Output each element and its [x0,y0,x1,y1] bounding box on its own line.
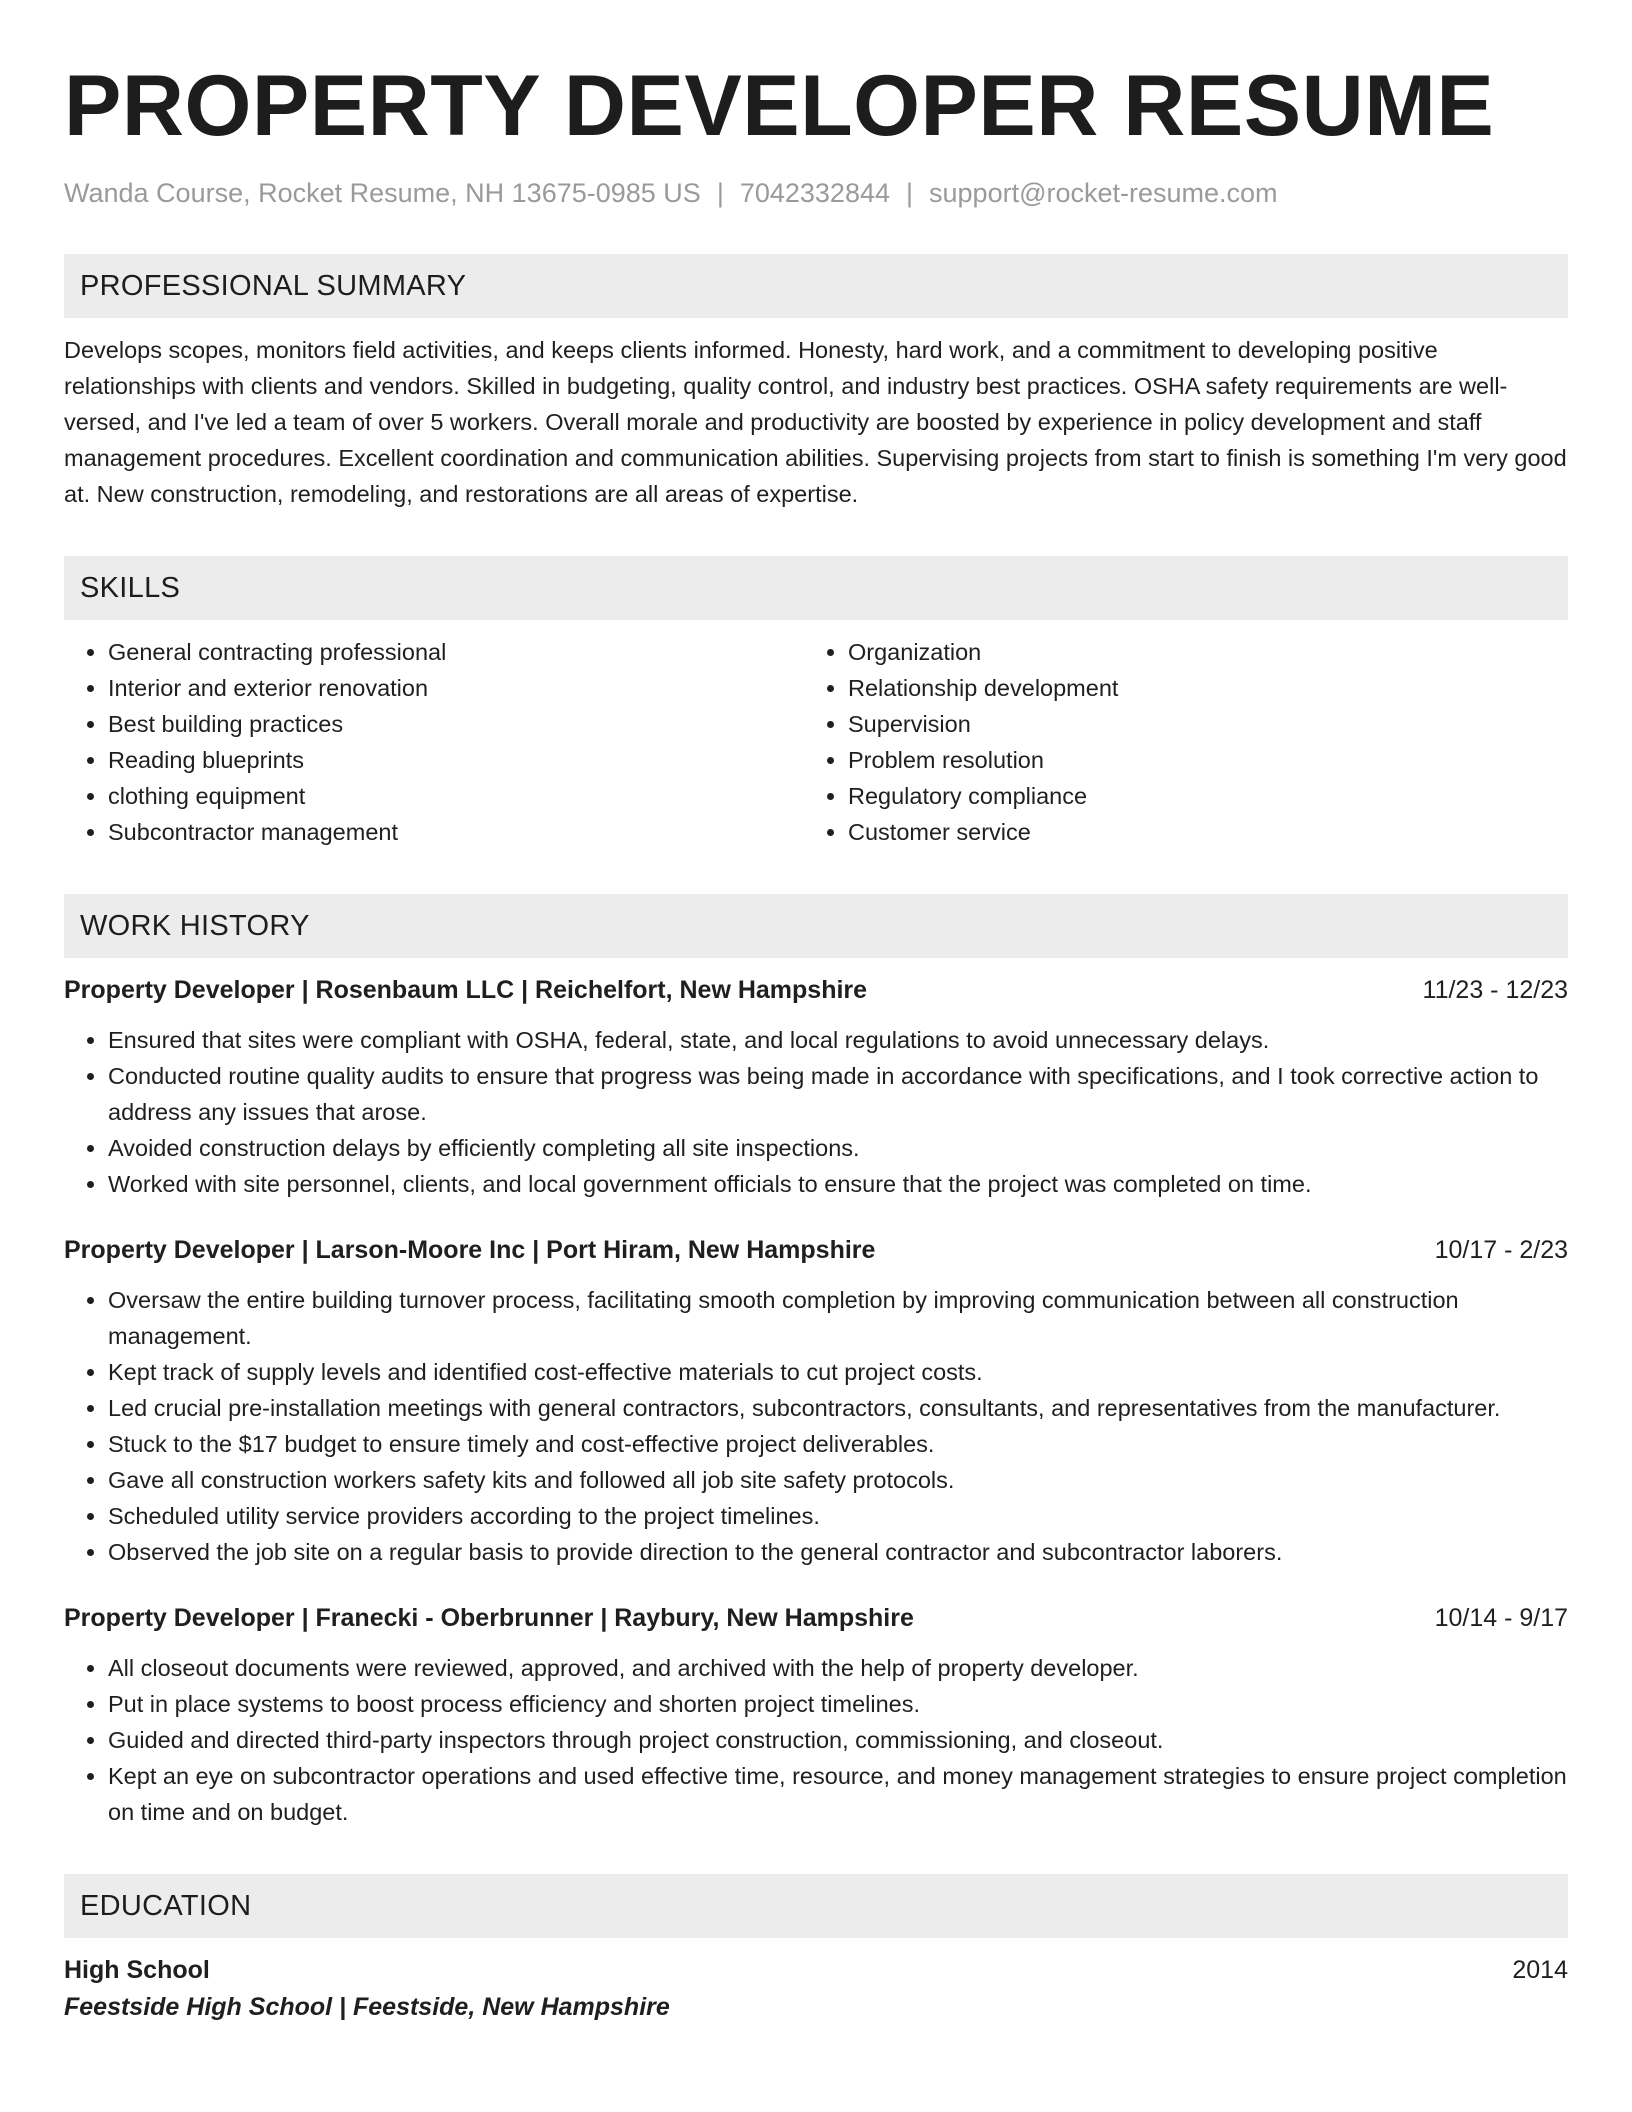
contact-phone: 7042332844 [739,178,890,208]
job-bullet: • Ensured that sites were compliant with OSHA, federal, state, and local regulations to avoid unnecessary delays. [108,1022,1568,1058]
job-bullets [64,1650,1568,1830]
job-header [64,1232,1568,1268]
education-section-header [64,1874,1568,1938]
contact-address: Wanda Course, Rocket Resume, NH 13675-0985 US [64,178,701,208]
job-bullet: • Led crucial pre-installation meetings with general contractors, subcontractors, consultants, and representatives from the manufacturer. [108,1390,1568,1426]
skill-item: • Customer service [848,814,1118,850]
job-bullet: • Kept an eye on subcontractor operations and used effective time, resource, and money management strategies to ensure project completion on time and on budget. [108,1758,1568,1830]
skill-item: • Regulatory compliance [848,778,1118,814]
education-header [64,1952,1568,1988]
job-dates: 10/14 - 9/17 [1434,1604,1568,1632]
job-title: Property Developer | Rosenbaum LLC | Reichelfort, New Hampshire [64,976,868,1004]
job-bullet: • Conducted routine quality audits to ensure that progress was being made in accordance with specifications, and I took corrective action to address any issues that arose. [108,1058,1568,1130]
contact-separator: | [716,178,724,208]
contact-separator: | [906,178,914,208]
skill-item: • Organization [848,634,1118,670]
skill-item: • Best building practices [108,706,804,742]
skill-item: • Subcontractor management [108,814,804,850]
skills-column-left [64,634,804,850]
job-bullet: • Stuck to the $17 budget to ensure timely and cost-effective project deliverables. [108,1426,1568,1462]
job-dates: 10/17 - 2/23 [1434,1236,1568,1264]
summary-section-header [64,254,1568,318]
skill-item: • General contracting professional [108,634,804,670]
job-bullets [64,1022,1568,1202]
skill-item: • clothing equipment [108,778,804,814]
education-year: 2014 [1512,1956,1568,1984]
job-title: Property Developer | Franecki - Oberbrunner | Raybury, New Hampshire [64,1604,914,1632]
summary-text: Develops scopes, monitors field activities, and keeps clients informed. Honesty, hard work, and a commitment to developing positive relationships with clients and vendors. Skilled in budgeting, quality control, and industry best practices. OSHA safety requirements are well-versed, and I've led a team of over 5 workers. Overall morale and productivity are boosted by experience in policy development and staff management procedures. Excellent coordination and communication abilities. Supervising projects from start to finish is something I'm very good at. New construction, remodeling, and restorations are all areas of expertise. [64,337,1567,507]
education-entry [64,1952,1568,2026]
skill-item: • Relationship development [848,670,1118,706]
summary-heading: PROFESSIONAL SUMMARY [80,269,467,302]
job-bullets [64,1282,1568,1570]
skills-section-header [64,556,1568,620]
job-bullet: • Observed the job site on a regular basis to provide direction to the general contractor and subcontractor laborers. [108,1534,1568,1570]
job-header [64,972,1568,1008]
contact-email: support@rocket-resume.com [929,178,1278,208]
skill-item: • Reading blueprints [108,742,804,778]
job-bullet: • Avoided construction delays by efficiently completing all site inspections. [108,1130,1568,1166]
resume-title: PROPERTY DEVELOPER RESUME [64,58,1495,154]
skills-heading: SKILLS [80,571,181,604]
skill-item: • Interior and exterior renovation [108,670,804,706]
job-bullet: • Kept track of supply levels and identified cost-effective materials to cut project costs. [108,1354,1568,1390]
job-bullet: • Oversaw the entire building turnover process, facilitating smooth completion by improving communication between all construction management. [108,1282,1568,1354]
job-entry [64,1232,1568,1570]
job-dates: 11/23 - 12/23 [1422,976,1568,1004]
education-heading: EDUCATION [80,1889,252,1922]
job-bullet: • Guided and directed third-party inspectors through project construction, commissioning, and closeout. [108,1722,1568,1758]
skill-item: • Supervision [848,706,1118,742]
skill-item: • Problem resolution [848,742,1118,778]
job-bullet: • Gave all construction workers safety kits and followed all job site safety protocols. [108,1462,1568,1498]
job-bullet: • Scheduled utility service providers according to the project timelines. [108,1498,1568,1534]
job-title: Property Developer | Larson-Moore Inc | Port Hiram, New Hampshire [64,1236,876,1264]
job-bullet: • Worked with site personnel, clients, and local government officials to ensure that the project was completed on time. [108,1166,1568,1202]
education-degree: High School [64,1956,210,1984]
education-school: Feestside High School | Feestside, New Hampshire [64,1993,670,2021]
job-bullet: • All closeout documents were reviewed, approved, and archived with the help of property developer. [108,1650,1568,1686]
skills-list [64,634,1568,850]
job-entry [64,972,1568,1202]
work-heading: WORK HISTORY [80,909,310,942]
job-bullet: • Put in place systems to boost process efficiency and shorten project timelines. [108,1686,1568,1722]
work-section-header [64,894,1568,958]
job-header [64,1600,1568,1636]
contact-line [64,176,1568,210]
job-entry [64,1600,1568,1830]
skills-column-right [804,634,1118,850]
